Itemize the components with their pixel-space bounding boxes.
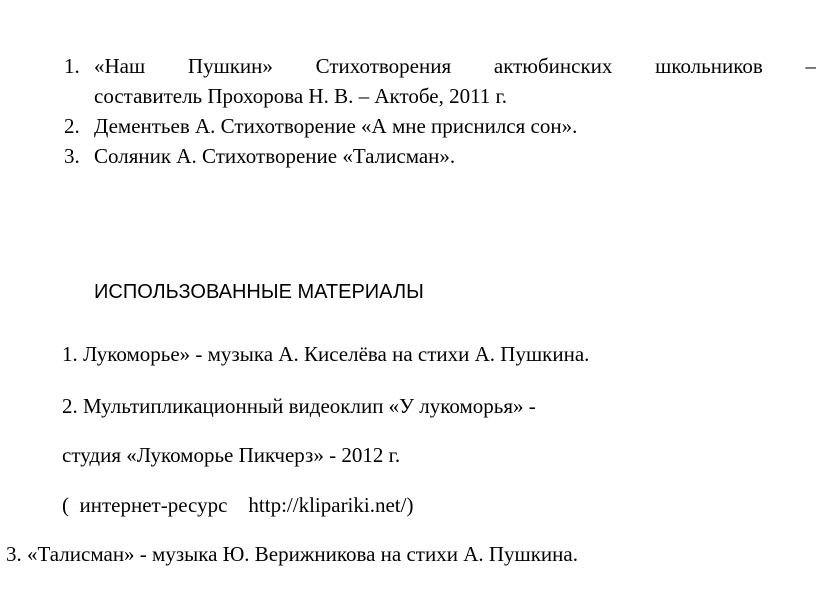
material-item-2-line3: ( интернет-ресурс http://klipariki.net/) bbox=[62, 493, 414, 517]
list-item-text: Дементьев А. Стихотворение «А мне приснился сон». bbox=[94, 114, 578, 138]
list-item-number: 1. bbox=[64, 54, 80, 78]
list-item-text-line1: «Наш Пушкин» Стихотворения актюбинских школьников – bbox=[94, 54, 816, 78]
list-item-number: 3. bbox=[64, 144, 80, 168]
list-item-text-line2: составитель Прохорова Н. В. – Актобе, 2011 г. bbox=[94, 84, 508, 108]
material-item-2-line1: 2. Мультипликационный видеоклип «У лукоморья» - bbox=[62, 394, 536, 418]
list-item bbox=[64, 51, 816, 111]
sources-list bbox=[64, 51, 816, 171]
material-item-1: 1. Лукоморье» - музыка А. Киселёва на стихи А. Пушкина. bbox=[62, 342, 590, 366]
list-item bbox=[64, 111, 816, 141]
section-heading: ИСПОЛЬЗОВАННЫЕ МАТЕРИАЛЫ bbox=[94, 281, 424, 303]
list-item-number: 2. bbox=[64, 114, 80, 138]
list-item bbox=[64, 141, 816, 171]
material-item-2-line2: студия «Лукоморье Пикчерз» - 2012 г. bbox=[62, 443, 401, 467]
list-item-text: Соляник А. Стихотворение «Талисман». bbox=[94, 144, 456, 168]
material-item-3: 3. «Талисман» - музыка Ю. Верижникова на стихи А. Пушкина. bbox=[6, 542, 578, 566]
